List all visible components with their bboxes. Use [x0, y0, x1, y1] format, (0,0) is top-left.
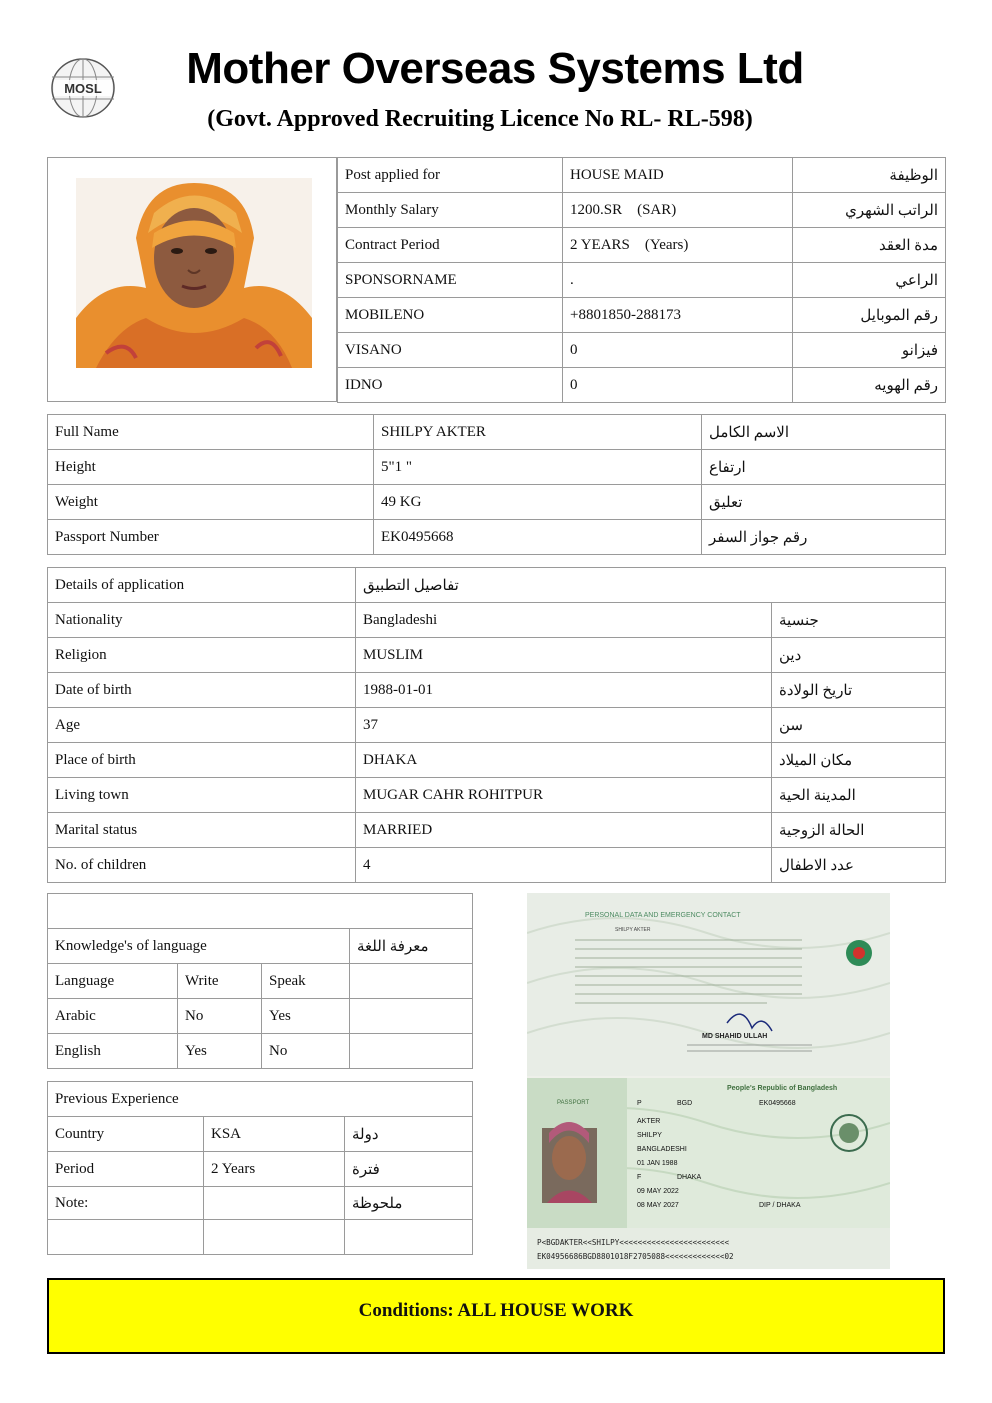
job-value: 0 — [563, 333, 793, 368]
job-label-ar: الراتب الشهري — [793, 193, 946, 228]
language-speak: Yes — [262, 999, 350, 1034]
job-label: SPONSORNAME — [338, 263, 563, 298]
passport-mrz-line-2: EK04956686BGD8801018F2705088<<<<<<<<<<<<<02 — [537, 1252, 734, 1261]
passport-name-line: SHILPY AKTER — [615, 927, 651, 933]
identity-label: Full Name — [48, 415, 374, 450]
identity-label-ar: ارتفاع — [702, 450, 946, 485]
experience-value: 2 Years — [204, 1152, 345, 1187]
identity-label: Weight — [48, 485, 374, 520]
experience-label-ar: دولة — [345, 1117, 473, 1152]
job-label-ar: الراعي — [793, 263, 946, 298]
job-value: 2 YEARS (Years) — [563, 228, 793, 263]
language-heading: Knowledge's of language — [48, 929, 350, 964]
details-value: 1988-01-01 — [356, 673, 772, 708]
details-row — [48, 848, 946, 883]
details-row — [48, 603, 946, 638]
passport-number: EK0495668 — [759, 1100, 796, 1107]
details-label-ar: سن — [772, 708, 946, 743]
details-label-ar: تاريخ الولادة — [772, 673, 946, 708]
blank-cell — [350, 999, 473, 1034]
passport-doc-label: PASSPORT — [557, 1100, 590, 1106]
job-row — [338, 263, 946, 298]
identity-label: Height — [48, 450, 374, 485]
blank-cell — [48, 1220, 204, 1255]
experience-heading-row — [48, 1082, 473, 1117]
details-table — [47, 567, 946, 883]
photo-cell — [47, 157, 337, 402]
blank-cell — [345, 1220, 473, 1255]
identity-label-ar: الاسم الكامل — [702, 415, 946, 450]
identity-label-ar: تعليق — [702, 485, 946, 520]
job-label-ar: مدة العقد — [793, 228, 946, 263]
job-label-ar: الوظيفة — [793, 158, 946, 193]
details-row — [48, 708, 946, 743]
details-label-ar: جنسية — [772, 603, 946, 638]
details-value: 37 — [356, 708, 772, 743]
job-value: 0 — [563, 368, 793, 403]
details-value: MUSLIM — [356, 638, 772, 673]
job-row — [338, 193, 946, 228]
experience-table — [47, 1081, 473, 1255]
col-write: Write — [178, 964, 262, 999]
passport-dob: 01 JAN 1988 — [637, 1160, 678, 1167]
passport-type: P — [637, 1100, 642, 1107]
details-value: MUGAR CAHR ROHITPUR — [356, 778, 772, 813]
details-label: Date of birth — [48, 673, 356, 708]
job-label: Monthly Salary — [338, 193, 563, 228]
passport-mrz-line-1: P<BGDAKTER<<SHILPY<<<<<<<<<<<<<<<<<<<<<<<< — [537, 1238, 730, 1247]
col-speak: Speak — [262, 964, 350, 999]
identity-value: 49 KG — [374, 485, 702, 520]
experience-value — [204, 1187, 345, 1220]
details-row — [48, 813, 946, 848]
details-heading-row — [48, 568, 946, 603]
job-label-ar: رقم الموبايل — [793, 298, 946, 333]
job-label: Contract Period — [338, 228, 563, 263]
licence-subtitle: (Govt. Approved Recruiting Licence No RL- RL-598) — [207, 106, 753, 132]
job-label-ar: فيزانو — [793, 333, 946, 368]
details-value: MARRIED — [356, 813, 772, 848]
language-write: Yes — [178, 1034, 262, 1069]
job-label: VISANO — [338, 333, 563, 368]
identity-label-ar: رقم جواز السفر — [702, 520, 946, 555]
identity-value: EK0495668 — [374, 520, 702, 555]
job-row — [338, 368, 946, 403]
passport-birth-place: DHAKA — [677, 1174, 702, 1181]
language-write: No — [178, 999, 262, 1034]
details-label: Marital status — [48, 813, 356, 848]
identity-value: SHILPY AKTER — [374, 415, 702, 450]
details-row — [48, 743, 946, 778]
job-row — [338, 228, 946, 263]
identity-row — [48, 415, 946, 450]
job-label-ar: رقم الهويه — [793, 368, 946, 403]
passport-authority: DIP / DHAKA — [759, 1202, 801, 1209]
blank-cell — [350, 964, 473, 999]
job-label: MOBILENO — [338, 298, 563, 333]
identity-value: 5"1 " — [374, 450, 702, 485]
job-row — [338, 158, 946, 193]
details-label: Living town — [48, 778, 356, 813]
experience-label-ar: فترة — [345, 1152, 473, 1187]
col-language: Language — [48, 964, 178, 999]
identity-row — [48, 450, 946, 485]
details-heading-ar: تفاصيل التطبيق — [356, 568, 946, 603]
details-value: DHAKA — [356, 743, 772, 778]
identity-row — [48, 485, 946, 520]
language-row — [48, 1034, 473, 1069]
language-blank-row — [48, 894, 473, 929]
details-row — [48, 638, 946, 673]
passport-sex: F — [637, 1174, 642, 1181]
passport-issue-date: 09 MAY 2022 — [637, 1188, 679, 1195]
details-label: Age — [48, 708, 356, 743]
identity-table — [47, 414, 946, 555]
details-label-ar: المدينة الحية — [772, 778, 946, 813]
passport-code: BGD — [677, 1100, 693, 1107]
blank-cell — [350, 1034, 473, 1069]
experience-row — [48, 1152, 473, 1187]
blank-cell — [204, 1220, 345, 1255]
blank-cell — [48, 894, 473, 929]
details-row — [48, 778, 946, 813]
company-logo — [50, 57, 116, 119]
details-label-ar: الحالة الزوجية — [772, 813, 946, 848]
experience-label: Period — [48, 1152, 204, 1187]
job-row — [338, 298, 946, 333]
identity-label: Passport Number — [48, 520, 374, 555]
experience-row — [48, 1117, 473, 1152]
experience-label: Note: — [48, 1187, 204, 1220]
job-value: HOUSE MAID — [563, 158, 793, 193]
details-label-ar: عدد الاطفال — [772, 848, 946, 883]
job-label: Post applied for — [338, 158, 563, 193]
details-label-ar: دين — [772, 638, 946, 673]
job-label: IDNO — [338, 368, 563, 403]
language-heading-row — [48, 929, 473, 964]
passport-expiry-date: 08 MAY 2027 — [637, 1202, 679, 1209]
language-row — [48, 999, 473, 1034]
passport-page-title: PERSONAL DATA AND EMERGENCY CONTACT — [585, 912, 741, 919]
experience-row — [48, 1187, 473, 1220]
language-name: English — [48, 1034, 178, 1069]
details-label: Religion — [48, 638, 356, 673]
experience-value: KSA — [204, 1117, 345, 1152]
details-label: Place of birth — [48, 743, 356, 778]
passport-surname: AKTER — [637, 1118, 661, 1125]
passport-scan — [527, 893, 890, 1269]
passport-given-name: SHILPY — [637, 1132, 662, 1139]
conditions-banner: Conditions: ALL HOUSE WORK — [47, 1278, 945, 1354]
language-heading-ar: معرفة اللغة — [350, 929, 473, 964]
experience-blank-row — [48, 1220, 473, 1255]
identity-row — [48, 520, 946, 555]
passport-nationality: BANGLADESHI — [637, 1146, 687, 1153]
experience-label-ar: ملحوظة — [345, 1187, 473, 1220]
details-value: 4 — [356, 848, 772, 883]
experience-label: Country — [48, 1117, 204, 1152]
details-heading: Details of application — [48, 568, 356, 603]
details-label: Nationality — [48, 603, 356, 638]
details-value: Bangladeshi — [356, 603, 772, 638]
language-speak: No — [262, 1034, 350, 1069]
language-name: Arabic — [48, 999, 178, 1034]
language-header-row — [48, 964, 473, 999]
job-table — [337, 157, 946, 403]
passport-country: People's Republic of Bangladesh — [727, 1085, 838, 1092]
details-label: No. of children — [48, 848, 356, 883]
job-value: . — [563, 263, 793, 298]
passport-officer: MD SHAHID ULLAH — [702, 1033, 768, 1040]
applicant-photo — [76, 178, 312, 368]
job-row — [338, 333, 946, 368]
experience-heading: Previous Experience — [48, 1082, 473, 1117]
language-table — [47, 893, 473, 1069]
logo-text: MOSL — [64, 81, 102, 96]
job-value: 1200.SR (SAR) — [563, 193, 793, 228]
company-title: Mother Overseas Systems Ltd — [186, 44, 804, 93]
job-value: +8801850-288173 — [563, 298, 793, 333]
details-label-ar: مكان الميلاد — [772, 743, 946, 778]
details-row — [48, 673, 946, 708]
